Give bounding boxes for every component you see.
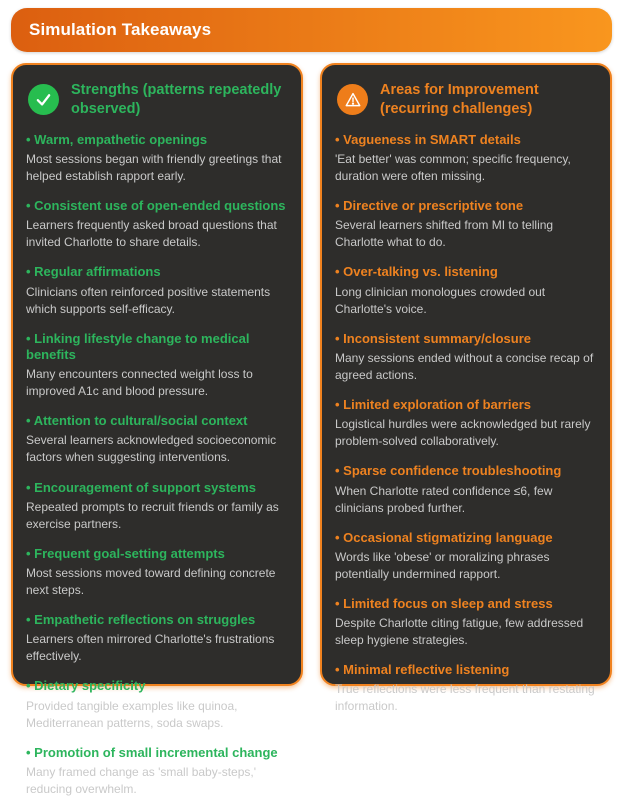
item-title: • Attention to cultural/social context [26, 413, 288, 429]
improvements-item-list [335, 132, 597, 716]
strengths-title: Strengths (patterns repeatedly observed) [71, 82, 282, 117]
item-body: Many encounters connected weight loss to improved A1c and blood pressure. [26, 367, 253, 399]
item-body: Clinicians often reinforced positive statements which supports self-efficacy. [26, 284, 271, 316]
list-item [26, 480, 288, 533]
item-title: • Consistent use of open-ended questions [26, 198, 288, 214]
item-body: Provided tangible examples like quinoa, Mediterranean patterns, soda swaps. [26, 698, 238, 730]
item-title: • Sparse confidence troubleshooting [335, 463, 597, 479]
strengths-item-list [26, 132, 288, 798]
item-body: Several learners acknowledged socioeconomic factors when suggesting interventions. [26, 433, 277, 465]
improvements-title: Areas for Improvement (recurring challenges) [380, 82, 539, 117]
item-title: • Directive or prescriptive tone [335, 198, 597, 214]
list-item [335, 596, 597, 649]
list-item [26, 678, 288, 731]
list-item [26, 745, 288, 798]
list-item [26, 331, 288, 401]
item-body: Several learners shifted from MI to telling Charlotte what to do. [335, 218, 554, 250]
item-body: 'Eat better' was common; specific frequency, duration were often missing. [335, 151, 571, 183]
item-body: Learners often mirrored Charlotte's frustrations effectively. [26, 632, 275, 664]
item-title: • Regular affirmations [26, 264, 288, 280]
item-title: • Empathetic reflections on struggles [26, 612, 288, 628]
list-item [26, 198, 288, 251]
item-body: Repeated prompts to recruit friends or family as exercise partners. [26, 499, 279, 531]
cards-row [11, 63, 612, 797]
improvements-card-header [337, 81, 595, 119]
improvements-card [320, 63, 612, 714]
item-title: • Over-talking vs. listening [335, 264, 597, 280]
item-body: Words like 'obese' or moralizing phrases potentially undermined rapport. [335, 549, 550, 581]
strengths-card-header [28, 81, 286, 119]
item-body: True reflections were less frequent than restating information. [335, 682, 595, 714]
item-title: • Limited exploration of barriers [335, 397, 597, 413]
check-circle-icon [28, 84, 59, 115]
page-title: Simulation Takeaways [29, 20, 212, 39]
item-title: • Occasional stigmatizing language [335, 530, 597, 546]
list-item [335, 331, 597, 384]
item-title: • Dietary specificity [26, 678, 288, 694]
item-title: • Encouragement of support systems [26, 480, 288, 496]
item-body: Learners frequently asked broad questions that invited Charlotte to share details. [26, 218, 277, 250]
item-title: • Linking lifestyle change to medical benefits [26, 331, 288, 364]
list-item [335, 662, 597, 715]
list-item [335, 132, 597, 185]
item-body: Many sessions ended without a concise recap of agreed actions. [335, 350, 594, 382]
item-body: Logistical hurdles were acknowledged but rarely problem-solved collaboratively. [335, 417, 591, 449]
item-body: Long clinician monologues crowded out Charlotte's voice. [335, 284, 546, 316]
list-item [335, 530, 597, 583]
strengths-card [11, 63, 303, 797]
item-body: Many framed change as 'small baby-steps,' reducing overwhelm. [26, 765, 257, 797]
item-title: • Promotion of small incremental change [26, 745, 288, 761]
list-item [335, 463, 597, 516]
item-body: When Charlotte rated confidence ≤6, few clinicians probed further. [335, 483, 553, 515]
item-title: • Inconsistent summary/closure [335, 331, 597, 347]
list-item [26, 264, 288, 317]
list-item [335, 198, 597, 251]
item-body: Most sessions began with friendly greetings that helped establish rapport early. [26, 151, 282, 183]
list-item [335, 264, 597, 317]
item-body: Most sessions moved toward defining concrete next steps. [26, 566, 276, 598]
list-item [26, 546, 288, 599]
list-item [26, 132, 288, 185]
warning-triangle-icon [337, 84, 368, 115]
item-title: • Warm, empathetic openings [26, 132, 288, 148]
header-bar [11, 8, 612, 52]
list-item [26, 413, 288, 466]
list-item [335, 397, 597, 450]
item-body: Despite Charlotte citing fatigue, few addressed sleep hygiene strategies. [335, 616, 584, 648]
list-item [26, 612, 288, 665]
item-title: • Limited focus on sleep and stress [335, 596, 597, 612]
item-title: • Vagueness in SMART details [335, 132, 597, 148]
item-title: • Minimal reflective listening [335, 662, 597, 678]
item-title: • Frequent goal-setting attempts [26, 546, 288, 562]
